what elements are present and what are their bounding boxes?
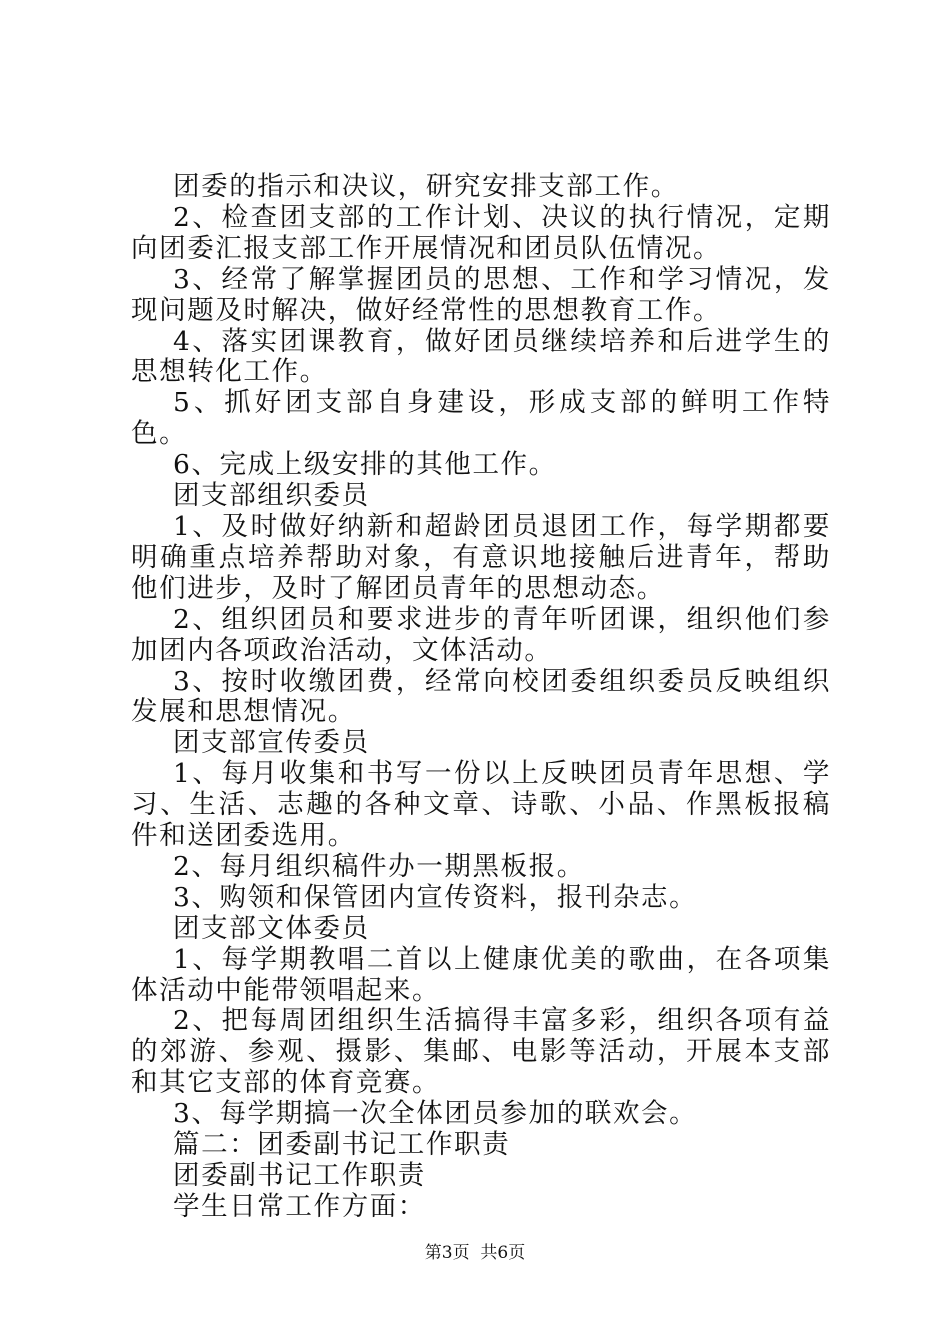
body-paragraph: 2、检查团支部的工作计划、决议的执行情况，定期向团委汇报支部工作开展情况和团员队伍情况。 [131, 201, 831, 264]
body-paragraph: 3、每学期搞一次全体团员参加的联欢会。 [173, 1098, 698, 1130]
page-footer [0, 1243, 950, 1263]
body-paragraph: 3、购领和保管团内宣传资料，报刊杂志。 [173, 881, 698, 913]
body-paragraph: 1、每月收集和书写一份以上反映团员青年思想、学习、生活、志趣的各种文章、诗歌、小品、作黑板报稿件和送团委选用。 [131, 758, 831, 852]
page-number: 第3页 [424, 1243, 470, 1263]
section-heading: 团支部文体委员 [173, 912, 370, 944]
body-paragraph: 5、抓好团支部自身建设，形成支部的鲜明工作特色。 [131, 387, 831, 450]
body-paragraph: 6、完成上级安排的其他工作。 [173, 449, 557, 481]
section-heading: 团委副书记工作职责 [173, 1160, 426, 1191]
section-heading: 团支部组织委员 [173, 480, 370, 512]
page-total: 共6页 [480, 1243, 526, 1263]
section-heading: 学生日常工作方面： [173, 1190, 426, 1222]
body-paragraph: 团委的指示和决议，研究安排支部工作。 [173, 171, 679, 202]
body-paragraph: 1、每学期教唱二首以上健康优美的歌曲，在各项集体活动中能带领唱起来。 [131, 943, 831, 1006]
body-paragraph: 4、落实团课教育，做好团员继续培养和后进学生的思想转化工作。 [131, 325, 831, 388]
body-paragraph: 2、组织团员和要求进步的青年听团课，组织他们参加团内各项政治活动，文体活动。 [131, 603, 831, 666]
body-paragraph: 1、及时做好纳新和超龄团员退团工作，每学期都要明确重点培养帮助对象，有意识地接触后进青年，帮助他们进步，及时了解团员青年的思想动态。 [131, 510, 831, 604]
section-heading: 篇二：团委副书记工作职责 [173, 1129, 511, 1161]
body-paragraph: 2、每月组织稿件办一期黑板报。 [173, 850, 585, 882]
body-paragraph: 2、把每周团组织生活搞得丰富多彩，组织各项有益的郊游、参观、摄影、集邮、电影等活动，开展本支部和其它支部的体育竞赛。 [131, 1005, 831, 1099]
section-heading: 团支部宣传委员 [173, 727, 370, 759]
document-body [131, 172, 831, 1223]
body-paragraph: 3、经常了解掌握团员的思想、工作和学习情况，发现问题及时解决，做好经常性的思想教育工作。 [131, 263, 831, 326]
body-paragraph: 3、按时收缴团费，经常向校团委组织委员反映组织发展和思想情况。 [131, 665, 831, 728]
